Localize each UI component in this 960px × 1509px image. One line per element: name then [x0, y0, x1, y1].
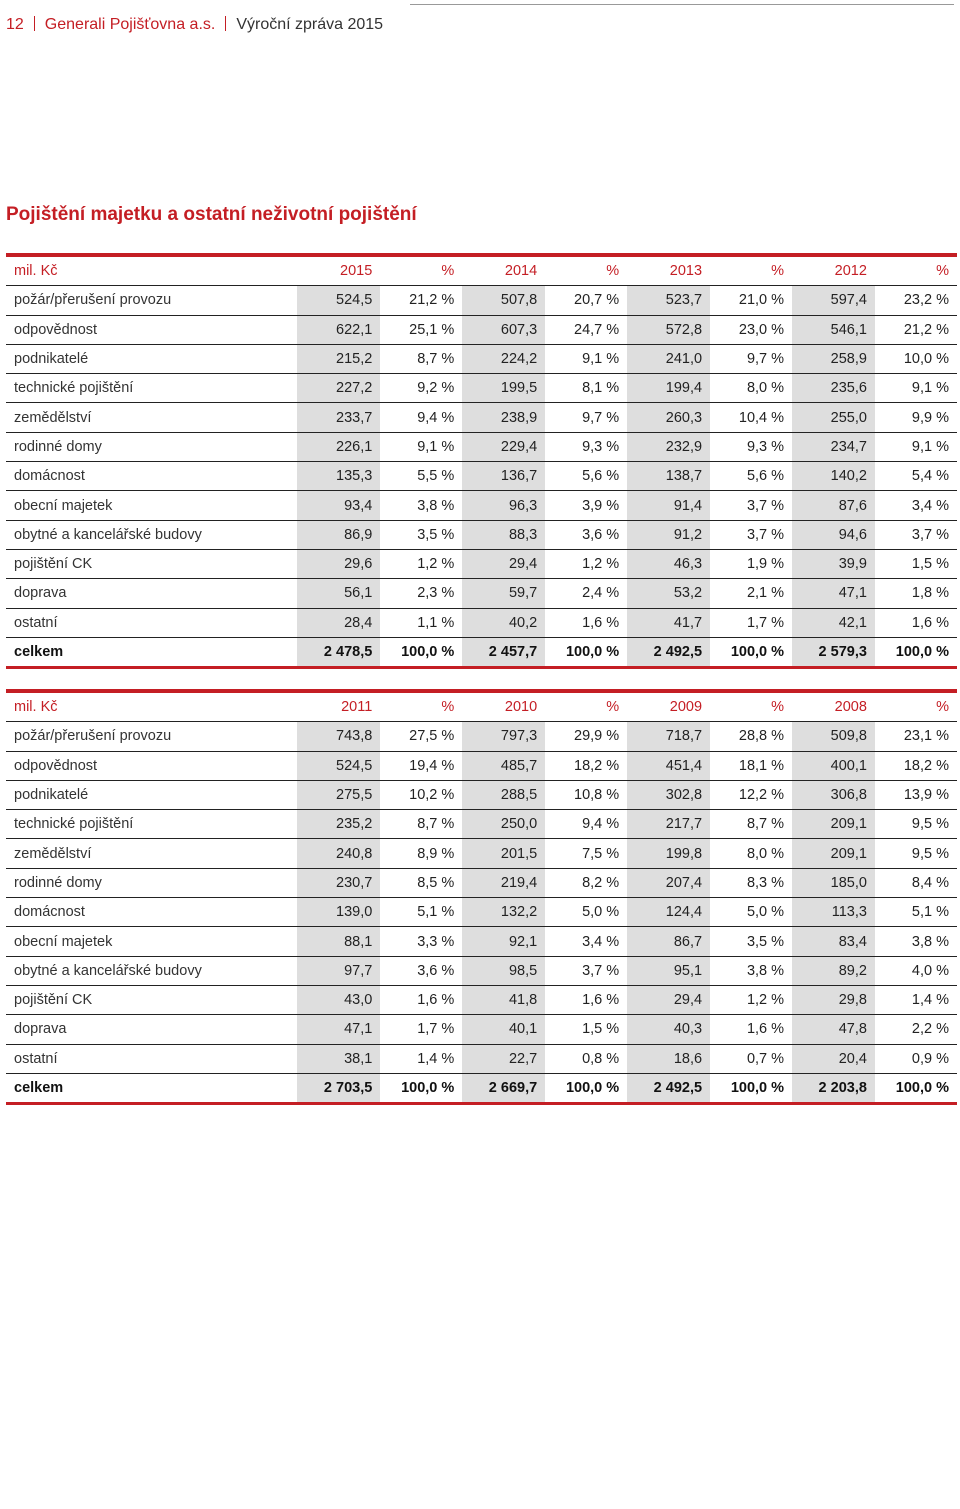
value-cell: 199,4 — [627, 374, 710, 403]
percent-cell: 1,1 % — [380, 608, 462, 637]
value-cell: 199,5 — [462, 374, 545, 403]
value-cell: 29,6 — [297, 549, 380, 578]
value-cell: 124,4 — [627, 898, 710, 927]
value-cell: 96,3 — [462, 491, 545, 520]
total-percent-cell: 100,0 % — [875, 1073, 957, 1103]
table-row — [6, 898, 957, 927]
percent-cell: 0,8 % — [545, 1044, 627, 1073]
value-cell: 718,7 — [627, 722, 710, 751]
percent-cell: 9,7 % — [710, 344, 792, 373]
total-percent-cell: 100,0 % — [380, 637, 462, 667]
value-cell: 241,0 — [627, 344, 710, 373]
row-label: rodinné domy — [6, 868, 297, 897]
table-row — [6, 722, 957, 751]
unit-label: mil. Kč — [6, 255, 297, 286]
header-row — [6, 255, 957, 286]
percent-cell: 8,0 % — [710, 839, 792, 868]
premium-table-2012-2015 — [6, 253, 957, 669]
table-row — [6, 344, 957, 373]
column-header: % — [380, 255, 462, 286]
percent-cell: 3,5 % — [710, 927, 792, 956]
value-cell: 91,2 — [627, 520, 710, 549]
percent-cell: 5,5 % — [380, 462, 462, 491]
percent-cell: 3,8 % — [710, 956, 792, 985]
table-row — [6, 462, 957, 491]
percent-cell: 10,2 % — [380, 780, 462, 809]
value-cell: 209,1 — [792, 810, 875, 839]
percent-cell: 1,4 % — [875, 985, 957, 1014]
value-cell: 743,8 — [297, 722, 380, 751]
table-row — [6, 491, 957, 520]
value-cell: 92,1 — [462, 927, 545, 956]
value-cell: 139,0 — [297, 898, 380, 927]
value-cell: 302,8 — [627, 780, 710, 809]
value-cell: 113,3 — [792, 898, 875, 927]
percent-cell: 20,7 % — [545, 286, 627, 315]
percent-cell: 3,3 % — [380, 927, 462, 956]
percent-cell: 9,1 % — [380, 432, 462, 461]
percent-cell: 10,0 % — [875, 344, 957, 373]
percent-cell: 1,6 % — [380, 985, 462, 1014]
value-cell: 207,4 — [627, 868, 710, 897]
column-header: % — [875, 691, 957, 722]
unit-label: mil. Kč — [6, 691, 297, 722]
percent-cell: 8,7 % — [380, 810, 462, 839]
percent-cell: 1,6 % — [545, 608, 627, 637]
value-cell: 89,2 — [792, 956, 875, 985]
value-cell: 509,8 — [792, 722, 875, 751]
value-cell: 607,3 — [462, 315, 545, 344]
percent-cell: 3,6 % — [380, 956, 462, 985]
value-cell: 98,5 — [462, 956, 545, 985]
value-cell: 41,8 — [462, 985, 545, 1014]
row-label: domácnost — [6, 898, 297, 927]
row-label: domácnost — [6, 462, 297, 491]
header-separator — [34, 16, 35, 31]
top-rule — [410, 4, 954, 5]
value-cell: 209,1 — [792, 839, 875, 868]
value-cell: 524,5 — [297, 751, 380, 780]
percent-cell: 9,1 % — [875, 432, 957, 461]
total-value-cell: 2 492,5 — [627, 1073, 710, 1103]
value-cell: 83,4 — [792, 927, 875, 956]
value-cell: 91,4 — [627, 491, 710, 520]
table-row — [6, 868, 957, 897]
percent-cell: 25,1 % — [380, 315, 462, 344]
total-value-cell: 2 203,8 — [792, 1073, 875, 1103]
percent-cell: 5,0 % — [545, 898, 627, 927]
value-cell: 56,1 — [297, 579, 380, 608]
row-label: podnikatelé — [6, 780, 297, 809]
value-cell: 135,3 — [297, 462, 380, 491]
percent-cell: 9,3 % — [710, 432, 792, 461]
value-cell: 43,0 — [297, 985, 380, 1014]
value-cell: 88,1 — [297, 927, 380, 956]
row-label: požár/přerušení provozu — [6, 722, 297, 751]
value-cell: 201,5 — [462, 839, 545, 868]
percent-cell: 3,4 % — [875, 491, 957, 520]
percent-cell: 5,0 % — [710, 898, 792, 927]
value-cell: 233,7 — [297, 403, 380, 432]
percent-cell: 23,1 % — [875, 722, 957, 751]
value-cell: 275,5 — [297, 780, 380, 809]
value-cell: 797,3 — [462, 722, 545, 751]
percent-cell: 3,7 % — [875, 520, 957, 549]
percent-cell: 1,8 % — [875, 579, 957, 608]
value-cell: 185,0 — [792, 868, 875, 897]
percent-cell: 1,5 % — [545, 1015, 627, 1044]
total-percent-cell: 100,0 % — [875, 637, 957, 667]
value-cell: 215,2 — [297, 344, 380, 373]
page-number: 12 — [6, 16, 24, 33]
percent-cell: 2,2 % — [875, 1015, 957, 1044]
column-header: 2013 — [627, 255, 710, 286]
percent-cell: 3,5 % — [380, 520, 462, 549]
percent-cell: 8,7 % — [710, 810, 792, 839]
column-header: % — [545, 691, 627, 722]
value-cell: 59,7 — [462, 579, 545, 608]
value-cell: 524,5 — [297, 286, 380, 315]
total-percent-cell: 100,0 % — [710, 1073, 792, 1103]
value-cell: 40,3 — [627, 1015, 710, 1044]
table-row — [6, 985, 957, 1014]
table-row — [6, 810, 957, 839]
column-header: % — [710, 255, 792, 286]
value-cell: 235,2 — [297, 810, 380, 839]
percent-cell: 29,9 % — [545, 722, 627, 751]
total-value-cell: 2 492,5 — [627, 637, 710, 667]
percent-cell: 2,1 % — [710, 579, 792, 608]
percent-cell: 1,7 % — [710, 608, 792, 637]
value-cell: 199,8 — [627, 839, 710, 868]
row-label: požár/přerušení provozu — [6, 286, 297, 315]
value-cell: 94,6 — [792, 520, 875, 549]
column-header: 2014 — [462, 255, 545, 286]
value-cell: 288,5 — [462, 780, 545, 809]
value-cell: 41,7 — [627, 608, 710, 637]
percent-cell: 1,6 % — [545, 985, 627, 1014]
percent-cell: 23,0 % — [710, 315, 792, 344]
table-row — [6, 315, 957, 344]
percent-cell: 1,6 % — [710, 1015, 792, 1044]
percent-cell: 12,2 % — [710, 780, 792, 809]
row-label: technické pojištění — [6, 810, 297, 839]
report-title: Výroční zpráva 2015 — [236, 16, 384, 33]
row-label: pojištění CK — [6, 985, 297, 1014]
percent-cell: 18,2 % — [545, 751, 627, 780]
total-row — [6, 1073, 957, 1103]
value-cell: 400,1 — [792, 751, 875, 780]
column-header: % — [875, 255, 957, 286]
value-cell: 227,2 — [297, 374, 380, 403]
value-cell: 86,7 — [627, 927, 710, 956]
value-cell: 572,8 — [627, 315, 710, 344]
column-header: 2012 — [792, 255, 875, 286]
table-row — [6, 1044, 957, 1073]
value-cell: 46,3 — [627, 549, 710, 578]
percent-cell: 8,0 % — [710, 374, 792, 403]
value-cell: 235,6 — [792, 374, 875, 403]
value-cell: 219,4 — [462, 868, 545, 897]
table-row — [6, 286, 957, 315]
value-cell: 260,3 — [627, 403, 710, 432]
value-cell: 28,4 — [297, 608, 380, 637]
value-cell: 93,4 — [297, 491, 380, 520]
total-percent-cell: 100,0 % — [380, 1073, 462, 1103]
percent-cell: 10,8 % — [545, 780, 627, 809]
percent-cell: 8,9 % — [380, 839, 462, 868]
percent-cell: 8,5 % — [380, 868, 462, 897]
value-cell: 29,4 — [627, 985, 710, 1014]
value-cell: 226,1 — [297, 432, 380, 461]
row-label: obecní majetek — [6, 491, 297, 520]
total-value-cell: 2 669,7 — [462, 1073, 545, 1103]
header-separator — [225, 16, 226, 31]
value-cell: 18,6 — [627, 1044, 710, 1073]
table-row — [6, 374, 957, 403]
total-value-cell: 2 478,5 — [297, 637, 380, 667]
percent-cell: 7,5 % — [545, 839, 627, 868]
table-row — [6, 549, 957, 578]
table-row — [6, 780, 957, 809]
value-cell: 40,2 — [462, 608, 545, 637]
column-header: 2015 — [297, 255, 380, 286]
column-header: % — [710, 691, 792, 722]
percent-cell: 5,1 % — [875, 898, 957, 927]
percent-cell: 3,7 % — [710, 491, 792, 520]
percent-cell: 3,7 % — [545, 956, 627, 985]
value-cell: 230,7 — [297, 868, 380, 897]
percent-cell: 1,2 % — [380, 549, 462, 578]
column-header: 2011 — [297, 691, 380, 722]
table-row — [6, 432, 957, 461]
value-cell: 232,9 — [627, 432, 710, 461]
value-cell: 597,4 — [792, 286, 875, 315]
value-cell: 22,7 — [462, 1044, 545, 1073]
percent-cell: 3,4 % — [545, 927, 627, 956]
row-label: ostatní — [6, 608, 297, 637]
percent-cell: 0,9 % — [875, 1044, 957, 1073]
table-row — [6, 751, 957, 780]
percent-cell: 5,6 % — [710, 462, 792, 491]
percent-cell: 5,1 % — [380, 898, 462, 927]
percent-cell: 1,2 % — [545, 549, 627, 578]
percent-cell: 3,9 % — [545, 491, 627, 520]
percent-cell: 9,7 % — [545, 403, 627, 432]
percent-cell: 9,3 % — [545, 432, 627, 461]
row-label: doprava — [6, 579, 297, 608]
table-row — [6, 520, 957, 549]
column-header: % — [380, 691, 462, 722]
value-cell: 95,1 — [627, 956, 710, 985]
value-cell: 546,1 — [792, 315, 875, 344]
percent-cell: 0,7 % — [710, 1044, 792, 1073]
section-title: Pojištění majetku a ostatní neživotní pojištění — [6, 204, 417, 225]
value-cell: 258,9 — [792, 344, 875, 373]
percent-cell: 5,6 % — [545, 462, 627, 491]
percent-cell: 10,4 % — [710, 403, 792, 432]
row-label: odpovědnost — [6, 315, 297, 344]
percent-cell: 3,8 % — [875, 927, 957, 956]
company-name: Generali Pojišťovna a.s. — [44, 16, 216, 33]
percent-cell: 23,2 % — [875, 286, 957, 315]
value-cell: 255,0 — [792, 403, 875, 432]
row-label: zemědělství — [6, 839, 297, 868]
total-value-cell: 2 579,3 — [792, 637, 875, 667]
percent-cell: 9,1 % — [545, 344, 627, 373]
row-label: zemědělství — [6, 403, 297, 432]
value-cell: 53,2 — [627, 579, 710, 608]
percent-cell: 8,7 % — [380, 344, 462, 373]
value-cell: 622,1 — [297, 315, 380, 344]
percent-cell: 9,5 % — [875, 810, 957, 839]
value-cell: 132,2 — [462, 898, 545, 927]
value-cell: 87,6 — [792, 491, 875, 520]
value-cell: 29,4 — [462, 549, 545, 578]
value-cell: 224,2 — [462, 344, 545, 373]
table-row — [6, 1015, 957, 1044]
value-cell: 47,8 — [792, 1015, 875, 1044]
percent-cell: 3,6 % — [545, 520, 627, 549]
percent-cell: 1,7 % — [380, 1015, 462, 1044]
percent-cell: 18,1 % — [710, 751, 792, 780]
value-cell: 238,9 — [462, 403, 545, 432]
percent-cell: 8,3 % — [710, 868, 792, 897]
value-cell: 42,1 — [792, 608, 875, 637]
row-label: odpovědnost — [6, 751, 297, 780]
total-label: celkem — [6, 637, 297, 667]
table-row — [6, 839, 957, 868]
total-label: celkem — [6, 1073, 297, 1103]
value-cell: 229,4 — [462, 432, 545, 461]
row-label: technické pojištění — [6, 374, 297, 403]
total-percent-cell: 100,0 % — [545, 637, 627, 667]
table-row — [6, 403, 957, 432]
value-cell: 97,7 — [297, 956, 380, 985]
percent-cell: 18,2 % — [875, 751, 957, 780]
value-cell: 29,8 — [792, 985, 875, 1014]
value-cell: 38,1 — [297, 1044, 380, 1073]
value-cell: 507,8 — [462, 286, 545, 315]
percent-cell: 1,9 % — [710, 549, 792, 578]
row-label: obecní majetek — [6, 927, 297, 956]
header-row — [6, 691, 957, 722]
value-cell: 240,8 — [297, 839, 380, 868]
value-cell: 88,3 — [462, 520, 545, 549]
value-cell: 250,0 — [462, 810, 545, 839]
percent-cell: 8,1 % — [545, 374, 627, 403]
percent-cell: 1,2 % — [710, 985, 792, 1014]
percent-cell: 9,5 % — [875, 839, 957, 868]
value-cell: 40,1 — [462, 1015, 545, 1044]
value-cell: 47,1 — [792, 579, 875, 608]
value-cell: 39,9 — [792, 549, 875, 578]
value-cell: 47,1 — [297, 1015, 380, 1044]
percent-cell: 5,4 % — [875, 462, 957, 491]
percent-cell: 8,4 % — [875, 868, 957, 897]
table-row — [6, 579, 957, 608]
percent-cell: 9,9 % — [875, 403, 957, 432]
percent-cell: 3,8 % — [380, 491, 462, 520]
value-cell: 140,2 — [792, 462, 875, 491]
running-header — [6, 16, 383, 34]
value-cell: 136,7 — [462, 462, 545, 491]
value-cell: 523,7 — [627, 286, 710, 315]
row-label: ostatní — [6, 1044, 297, 1073]
percent-cell: 21,0 % — [710, 286, 792, 315]
percent-cell: 28,8 % — [710, 722, 792, 751]
percent-cell: 13,9 % — [875, 780, 957, 809]
percent-cell: 24,7 % — [545, 315, 627, 344]
percent-cell: 1,6 % — [875, 608, 957, 637]
total-row — [6, 637, 957, 667]
percent-cell: 2,4 % — [545, 579, 627, 608]
row-label: podnikatelé — [6, 344, 297, 373]
total-percent-cell: 100,0 % — [545, 1073, 627, 1103]
value-cell: 234,7 — [792, 432, 875, 461]
table-row — [6, 927, 957, 956]
column-header: 2010 — [462, 691, 545, 722]
percent-cell: 27,5 % — [380, 722, 462, 751]
row-label: rodinné domy — [6, 432, 297, 461]
total-percent-cell: 100,0 % — [710, 637, 792, 667]
percent-cell: 9,2 % — [380, 374, 462, 403]
total-value-cell: 2 703,5 — [297, 1073, 380, 1103]
value-cell: 217,7 — [627, 810, 710, 839]
percent-cell: 2,3 % — [380, 579, 462, 608]
percent-cell: 4,0 % — [875, 956, 957, 985]
percent-cell: 1,4 % — [380, 1044, 462, 1073]
total-value-cell: 2 457,7 — [462, 637, 545, 667]
value-cell: 86,9 — [297, 520, 380, 549]
column-header: % — [545, 255, 627, 286]
percent-cell: 19,4 % — [380, 751, 462, 780]
percent-cell: 1,5 % — [875, 549, 957, 578]
row-label: doprava — [6, 1015, 297, 1044]
percent-cell: 21,2 % — [875, 315, 957, 344]
value-cell: 306,8 — [792, 780, 875, 809]
percent-cell: 8,2 % — [545, 868, 627, 897]
value-cell: 485,7 — [462, 751, 545, 780]
percent-cell: 9,1 % — [875, 374, 957, 403]
percent-cell: 9,4 % — [380, 403, 462, 432]
row-label: obytné a kancelářské budovy — [6, 956, 297, 985]
column-header: 2009 — [627, 691, 710, 722]
premium-table-2008-2011 — [6, 689, 957, 1105]
percent-cell: 9,4 % — [545, 810, 627, 839]
table-row — [6, 608, 957, 637]
table-row — [6, 956, 957, 985]
value-cell: 20,4 — [792, 1044, 875, 1073]
column-header: 2008 — [792, 691, 875, 722]
row-label: pojištění CK — [6, 549, 297, 578]
value-cell: 451,4 — [627, 751, 710, 780]
value-cell: 138,7 — [627, 462, 710, 491]
percent-cell: 21,2 % — [380, 286, 462, 315]
row-label: obytné a kancelářské budovy — [6, 520, 297, 549]
percent-cell: 3,7 % — [710, 520, 792, 549]
